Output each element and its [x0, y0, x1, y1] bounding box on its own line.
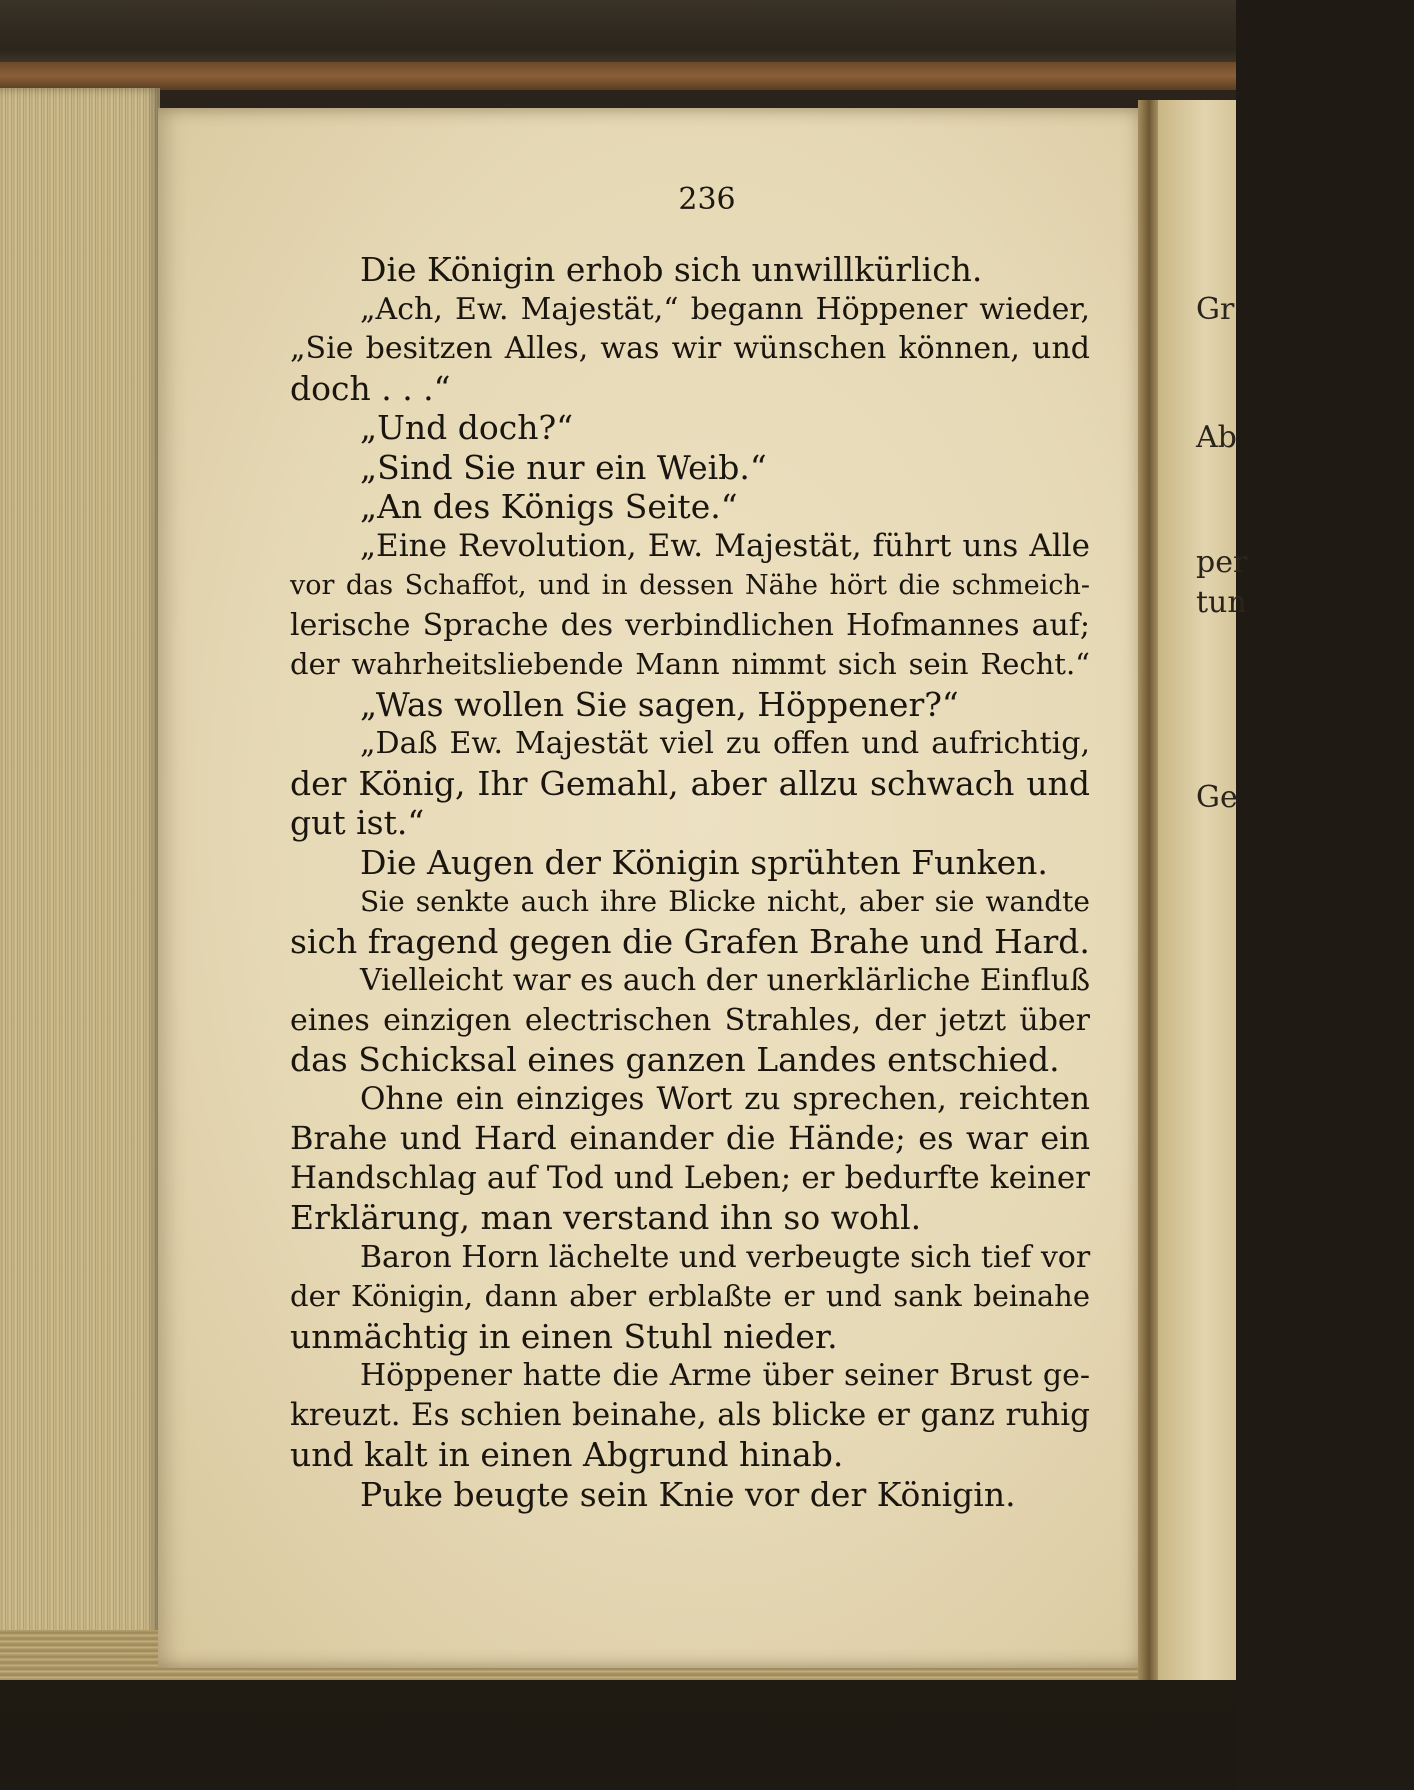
text-line: Die Augen der Königin sprühten Funken. — [360, 842, 1048, 882]
page-stack-edge — [0, 88, 160, 1668]
text-line: „Sie besitzen Alles, was wir wünschen können, und — [290, 331, 1090, 366]
facing-page-fragment: per — [1196, 545, 1248, 580]
page-number: 236 — [678, 182, 736, 217]
text-line: Puke beugte sein Knie vor der Königin. — [360, 1474, 1016, 1514]
facing-page-fragment: tun — [1196, 585, 1247, 620]
background-table — [0, 0, 1236, 70]
text-line: Höppener hatte die Arme über seiner Brust ge- — [360, 1358, 1090, 1393]
text-line: „Und doch?“ — [360, 408, 574, 447]
text-line: und kalt in einen Abgrund hinab. — [290, 1435, 844, 1474]
text-line: Erklärung, man verstand ihn so wohl. — [290, 1198, 922, 1237]
text-line: der Königin, dann aber erblaßte er und sank beinahe — [290, 1279, 1090, 1313]
text-line: Brahe und Hard einander die Hände; es war ein — [290, 1119, 1090, 1157]
text-line: „An des Königs Seite.“ — [360, 487, 738, 526]
text-line: Die Königin erhob sich unwillkürlich. — [360, 250, 983, 289]
text-line: Sie senkte auch ihre Blicke nicht, aber sie wandte — [360, 885, 1090, 918]
text-line: Ohne ein einziges Wort zu sprechen, reichten — [360, 1080, 1090, 1117]
facing-page-fragment: Ge — [1196, 780, 1238, 815]
page-text — [290, 250, 1090, 1514]
text-line: Baron Horn lächelte und verbeugte sich tief vor — [360, 1239, 1091, 1275]
facing-page-fragment: Gr — [1196, 292, 1235, 327]
text-line: „Eine Revolution, Ew. Majestät, führt uns Alle — [360, 527, 1090, 564]
text-line: „Daß Ew. Majestät viel zu offen und aufrichtig, — [360, 726, 1090, 761]
text-line: Vielleicht war es auch der unerklärliche Einfluß — [360, 963, 1091, 998]
text-line: sich fragend gegen die Grafen Brahe und Hard. — [290, 921, 1090, 961]
text-line: vor das Schaffot, und in dessen Nähe hört die schmeich- — [290, 570, 1090, 601]
text-line: Handschlag auf Tod und Leben; er bedurfte keiner — [290, 1159, 1090, 1196]
book-cover-edge — [0, 62, 1236, 90]
facing-page-fragment: Ab — [1196, 420, 1237, 455]
text-line: doch . . .“ — [290, 368, 451, 408]
text-line: „Ach, Ew. Majestät,“ begann Höppener wieder, — [360, 291, 1090, 327]
text-line: unmächtig in einen Stuhl nieder. — [290, 1316, 838, 1356]
text-line: eines einzigen electrischen Strahles, der jetzt über — [290, 1002, 1090, 1038]
text-line: gut ist.“ — [290, 803, 425, 842]
text-line: das Schicksal eines ganzen Landes entschied. — [290, 1040, 1060, 1079]
facing-page — [1158, 100, 1236, 1680]
text-line: lerische Sprache des verbindlichen Hofmannes auf; — [290, 607, 1090, 643]
text-line: der wahrheitsliebende Mann nimmt sich sein Recht.“ — [290, 647, 1090, 681]
text-line: „Sind Sie nur ein Weib.“ — [360, 447, 767, 487]
text-line: „Was wollen Sie sagen, Höppener?“ — [360, 684, 959, 724]
text-line: kreuzt. Es schien beinahe, als blicke er ganz ruhig — [290, 1396, 1090, 1433]
text-line: der König, Ihr Gemahl, aber allzu schwach und — [290, 763, 1090, 803]
book-gutter — [1138, 100, 1160, 1680]
